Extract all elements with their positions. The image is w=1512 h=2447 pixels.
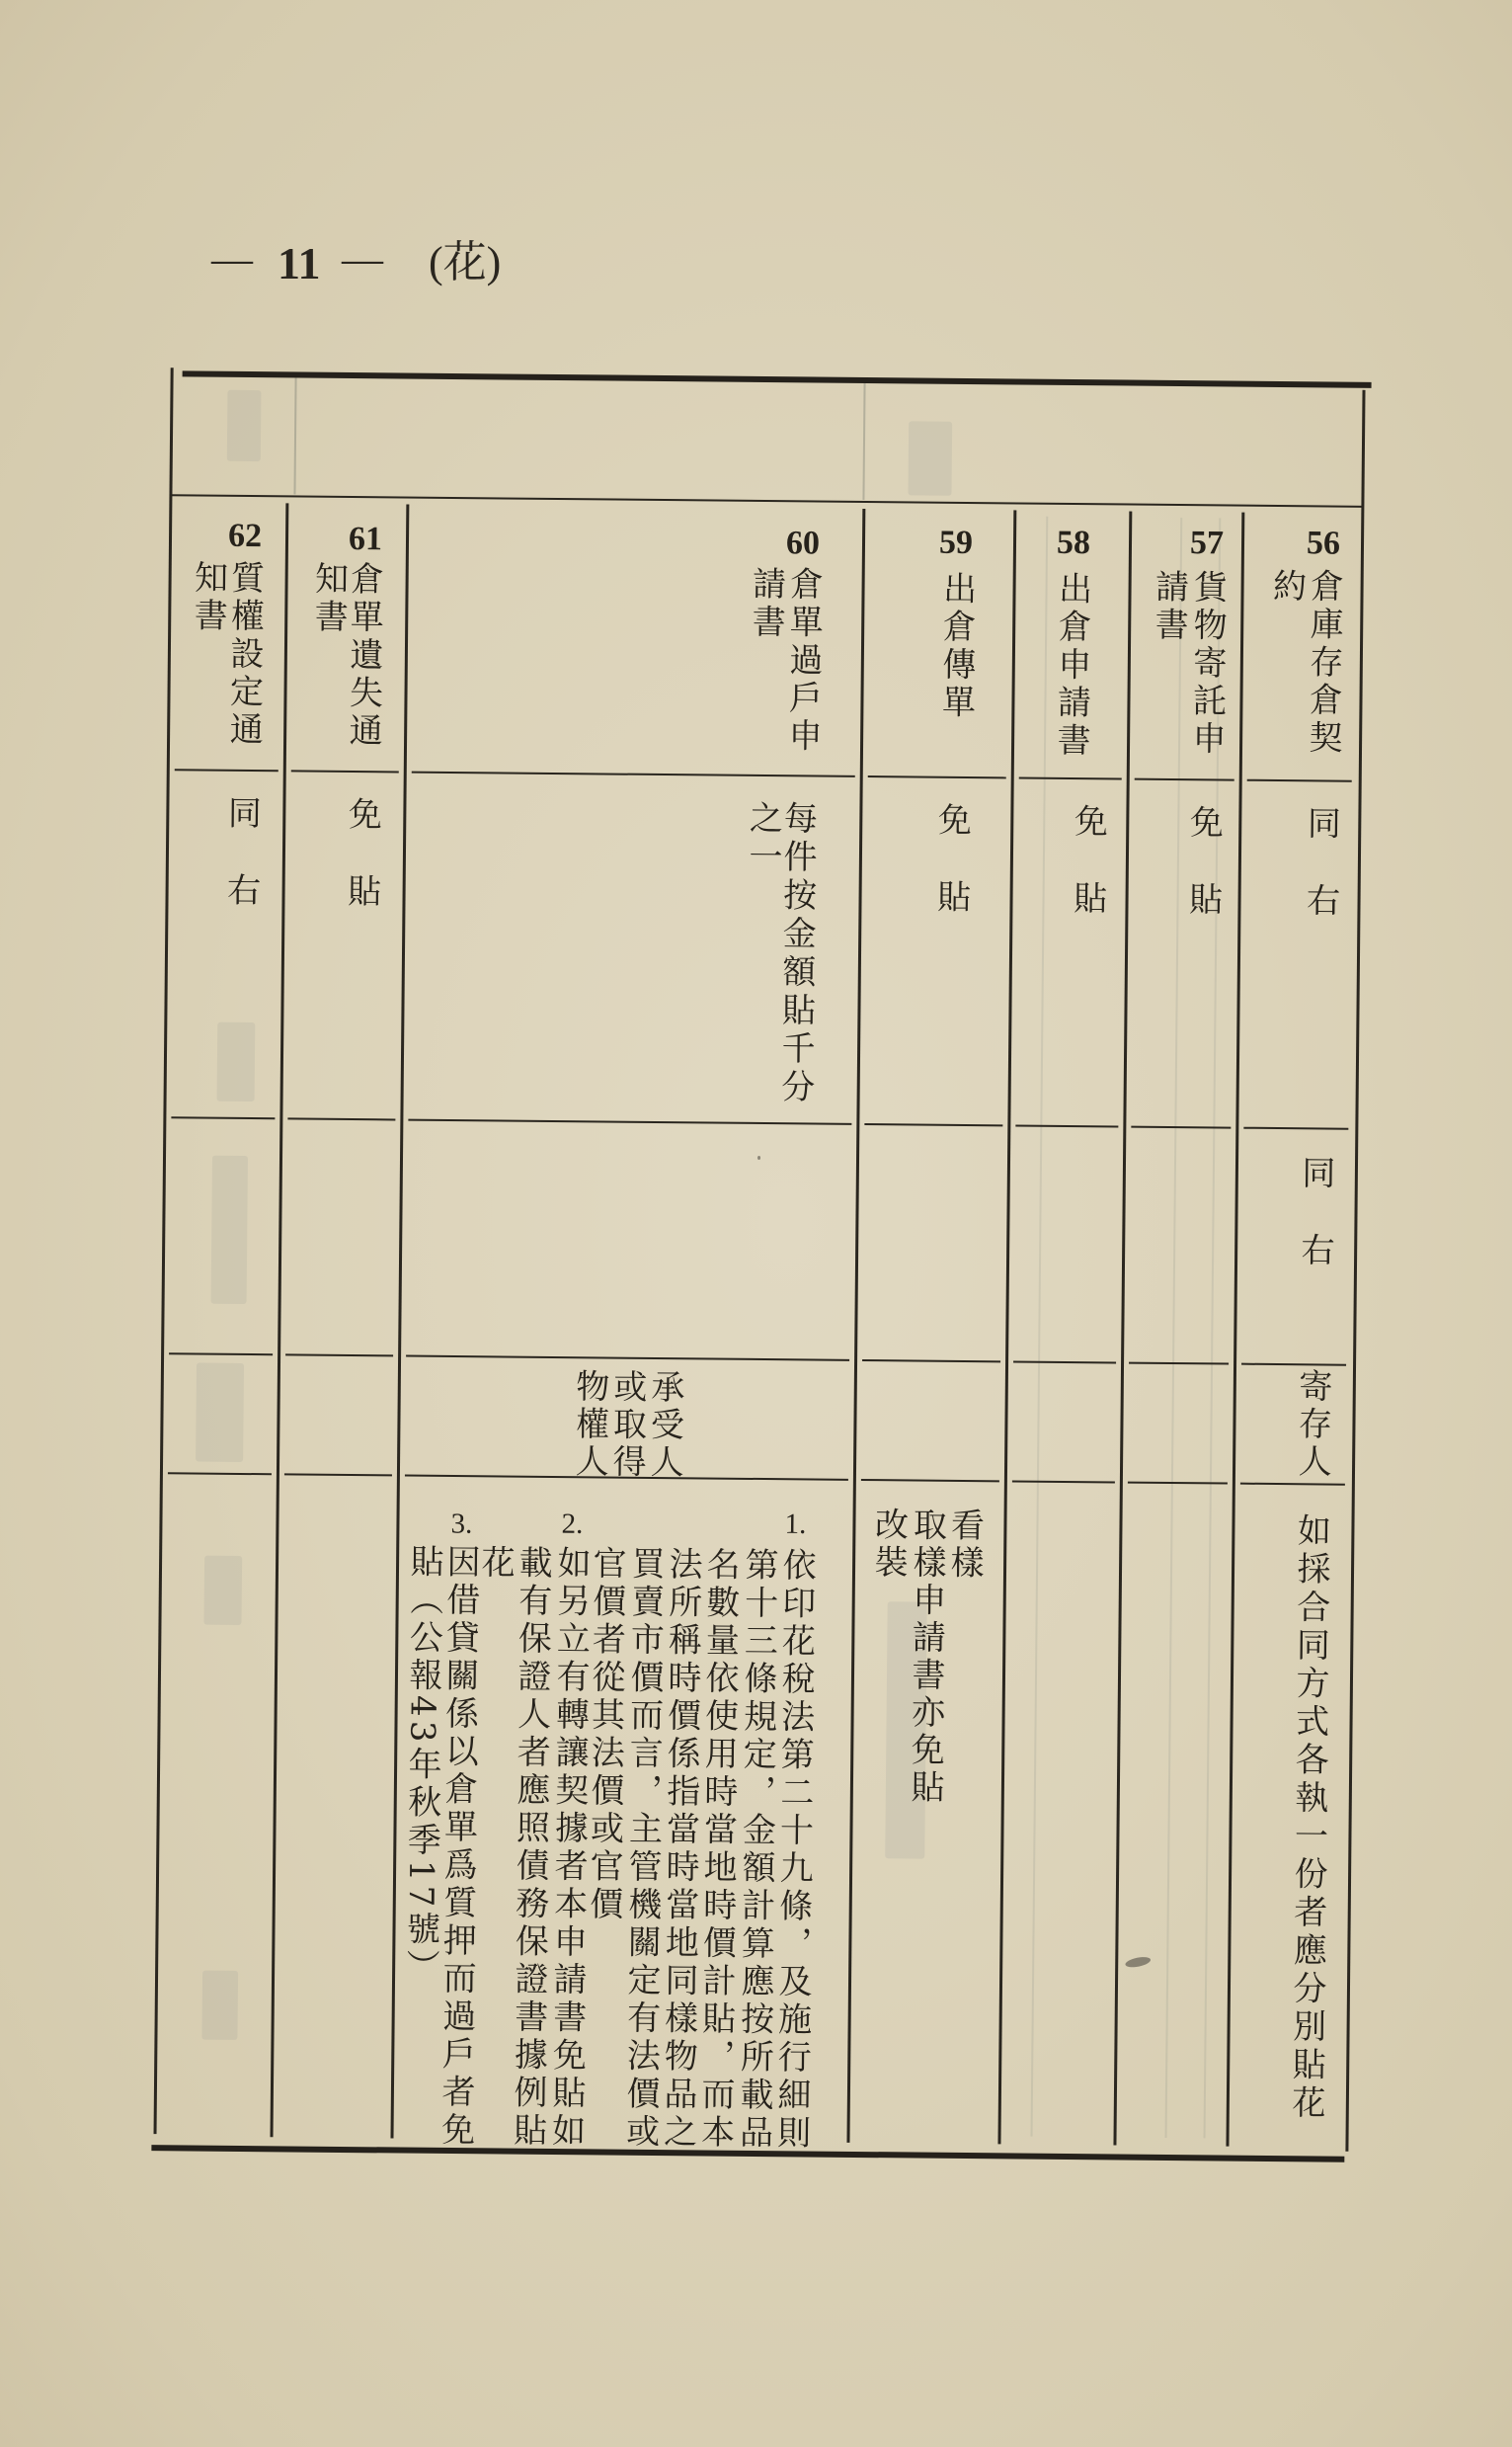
note-text: 改裝 xyxy=(867,1507,909,1583)
row-divider xyxy=(862,1359,1000,1362)
tax-rate-text: 免貼 xyxy=(341,795,382,951)
row-divider xyxy=(285,1353,393,1356)
page-number-dash-left: — xyxy=(211,237,253,283)
column-divider-57-56 xyxy=(1226,513,1243,2147)
note-item-number: 2. xyxy=(561,1508,584,1540)
row-divider xyxy=(861,1479,999,1482)
item-name-line: 請書 xyxy=(746,565,786,642)
bleed-through-line xyxy=(1031,517,1049,2137)
row-divider xyxy=(1240,1483,1345,1486)
bleed-through-line xyxy=(1165,518,1183,2138)
tax-rate-text: 同右 xyxy=(1299,805,1341,960)
note-text: 取樣申請書亦免貼 xyxy=(904,1507,947,1808)
bleed-through-line xyxy=(1204,518,1222,2138)
item-name-line: 倉單遺失通 xyxy=(342,560,384,751)
tax-rate-text: 免貼 xyxy=(930,801,972,957)
item-name-line: 貨物寄託申 xyxy=(1185,569,1228,759)
item-name-line: 出倉傳單 xyxy=(935,570,977,723)
item-name-line: 知書 xyxy=(308,560,349,637)
tax-rate-text: 每件按金額貼千分 xyxy=(774,800,818,1107)
taxpayer-text: 承受人 xyxy=(643,1368,684,1482)
note-line: 官價者從其法價或官價 xyxy=(583,1545,627,1924)
row-divider xyxy=(1128,1482,1228,1485)
item-name-line: 請書 xyxy=(1149,568,1189,645)
note-line: 名數量依使用時當地時價計貼，而本 xyxy=(694,1546,741,2153)
tax-rate-text: 免貼 xyxy=(1067,802,1108,958)
row-divider xyxy=(1241,1363,1346,1366)
item-number: 57 xyxy=(1189,525,1225,562)
bleed-through-mark xyxy=(196,1363,244,1462)
taxpayer-text: 寄存人 xyxy=(1291,1368,1333,1482)
item-number: 56 xyxy=(1306,525,1341,562)
tax-rate-text: 同右 xyxy=(220,794,262,950)
item-name-line: 出倉申請書 xyxy=(1050,570,1092,761)
item-number: 61 xyxy=(348,520,383,558)
bleed-through-mark xyxy=(201,1971,238,2040)
note-line: 花 xyxy=(474,1544,516,1583)
bleed-through-mark xyxy=(227,390,262,461)
row-divider xyxy=(175,769,279,772)
note-item-number: 1. xyxy=(784,1508,807,1540)
bleed-through-mark xyxy=(908,421,952,495)
row-divider xyxy=(287,1117,395,1120)
row-divider xyxy=(1131,1126,1231,1129)
band-divider xyxy=(862,383,865,500)
page-number: 11 xyxy=(278,238,321,288)
row-divider xyxy=(291,770,399,773)
row-divider xyxy=(1129,1362,1229,1365)
table-left-border xyxy=(154,367,174,2134)
row-divider xyxy=(1135,778,1234,781)
note-line: 因借貸關係以倉單爲質押而過戶者免 xyxy=(435,1543,481,2151)
ink-smudge xyxy=(1125,1955,1152,1969)
ink-dot xyxy=(757,1156,760,1160)
row-divider xyxy=(868,775,1006,778)
row3-text: 同右 xyxy=(1294,1155,1336,1310)
item-name-line: 質權設定通 xyxy=(222,559,265,750)
item-name-line: 知書 xyxy=(188,559,228,636)
row-divider xyxy=(1247,779,1352,782)
row-divider xyxy=(1019,776,1122,779)
column-divider-62-61 xyxy=(270,503,287,2137)
note-line: 買賣市價而言，主管機關定有法價或 xyxy=(619,1545,666,2152)
header-band-rule xyxy=(170,494,1363,508)
tax-rate-text: 之一 xyxy=(742,799,783,877)
row-divider xyxy=(171,1116,275,1119)
bleed-through-mark xyxy=(217,1022,256,1101)
taxpayer-text: 或取得 xyxy=(605,1368,647,1482)
item-number: 59 xyxy=(938,524,974,562)
note-line: 第十三條規定，金額計算應按所載品 xyxy=(733,1546,779,2153)
note-item-number: 3. xyxy=(450,1508,473,1540)
row-divider xyxy=(406,1355,849,1361)
item-number: 60 xyxy=(785,525,821,562)
item-name-line: 約 xyxy=(1266,567,1307,607)
column-divider-58-57 xyxy=(1113,512,1131,2146)
taxpayer-text: 物權人 xyxy=(568,1368,609,1482)
row-divider xyxy=(408,1119,851,1125)
item-number: 62 xyxy=(227,517,263,555)
note-line: 貼（公報43年秋季17號） xyxy=(399,1543,444,1988)
note-line: 載有保證人者應照債務保證書據例貼 xyxy=(507,1544,553,2151)
row-divider xyxy=(1015,1124,1118,1127)
row-divider xyxy=(864,1123,1002,1126)
row-divider xyxy=(1012,1480,1115,1483)
note-line: 依印花稅法第二十九條，及施行細則 xyxy=(770,1547,817,2154)
row-divider xyxy=(1013,1360,1116,1363)
item-name-line: 倉單過戶申 xyxy=(781,566,824,757)
item-number: 58 xyxy=(1056,524,1091,562)
page-number-dash-right: — xyxy=(342,237,383,283)
row-divider xyxy=(412,772,855,777)
note-line: 法所稱時價係指當時當地同樣物品之 xyxy=(657,1546,703,2153)
top-rule xyxy=(183,370,1372,388)
row-divider xyxy=(168,1472,272,1475)
section-label: (花) xyxy=(429,238,502,286)
row-divider xyxy=(169,1352,273,1355)
bleed-through-mark xyxy=(203,1556,242,1625)
band-ghost-divider xyxy=(293,377,296,494)
note-line: 如另立有轉讓契據者本申請書免貼如 xyxy=(545,1544,592,2152)
bleed-through-mark xyxy=(211,1156,248,1304)
row-divider xyxy=(284,1473,392,1476)
note-text: 如採合同方式各執一份者應分別貼花 xyxy=(1285,1512,1331,2124)
table-right-border xyxy=(1345,390,1365,2152)
item-name-line: 倉庫存倉契 xyxy=(1302,568,1344,759)
tax-rate-text: 免貼 xyxy=(1181,804,1224,959)
note-text: 看樣 xyxy=(943,1507,985,1583)
row-divider xyxy=(1243,1127,1348,1130)
column-divider-59-58 xyxy=(997,510,1015,2144)
column-divider-60-59 xyxy=(846,509,864,2143)
